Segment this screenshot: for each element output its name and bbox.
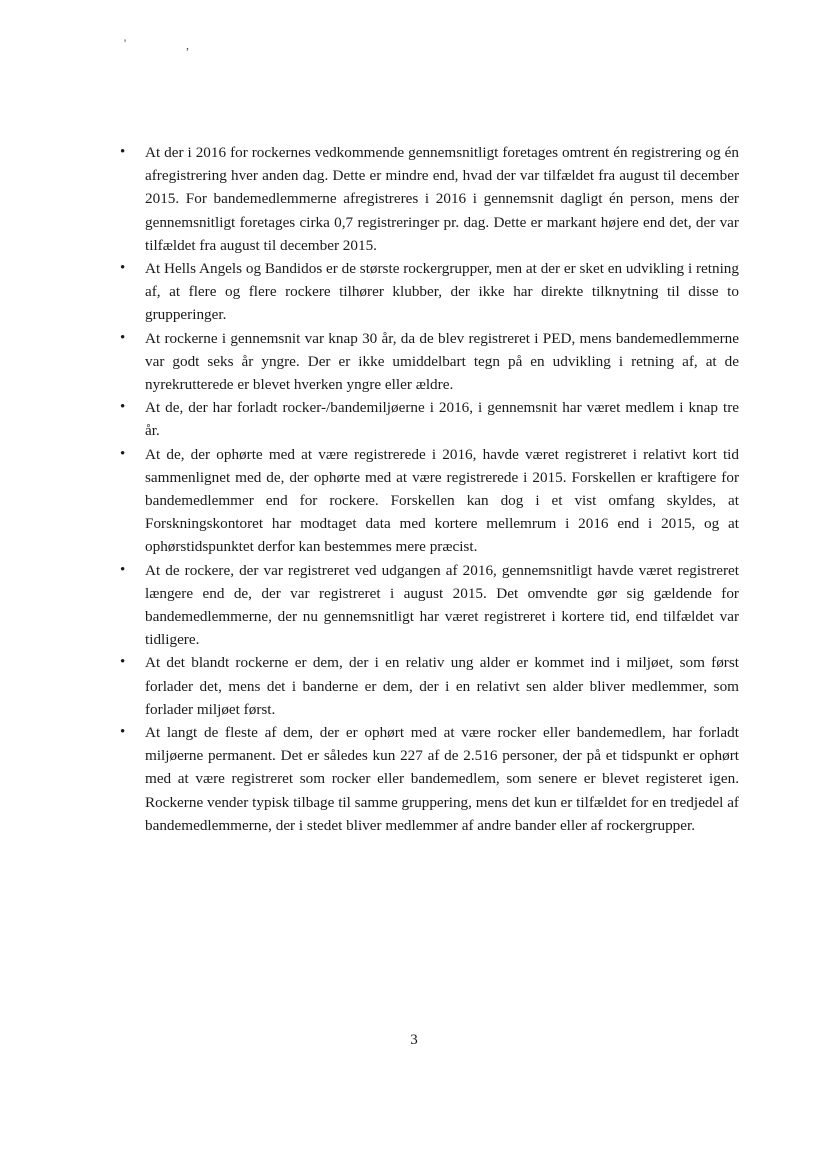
bullet-text: At de, der har forladt rocker-/bandemiljøerne i 2016, i gennemsnit har været medlem i knap tre år. [145,399,739,440]
list-item [113,141,739,257]
list-item [113,443,739,559]
list-item [113,559,739,652]
bullet-list [113,141,739,837]
bullet-icon: • [120,724,126,741]
list-item [113,651,739,721]
bullet-icon: • [120,561,126,578]
bullet-icon: • [120,260,126,277]
bullet-text: At de, der ophørte med at være registrerede i 2016, havde været registreret i relativt kort tid sammenlignet med de, der ophørte med at være registrerede i 2015. Forskellen er kraftigere for bandemedlemmer end for rockere. Forskellen kan dog i et vist omfang skyldes, at Forskningskontoret har modtaget data med kortere mellemrum i 2016 end i 2015, og at ophørstidspunktet derfor kan bestemmes mere præcist. [145,445,739,556]
bullet-text: At det blandt rockerne er dem, der i en relativ ung alder er kommet ind i miljøet, som først forlader det, mens det i banderne er dem, der i en relativt sen alder bliver medlemmer, som forlader miljøet først. [145,654,739,718]
bullet-icon: • [120,144,126,160]
bullet-icon: • [120,445,126,462]
list-item [113,721,739,837]
list-item [113,396,739,442]
bullet-text: At der i 2016 for rockernes vedkommende gennemsnitligt foretages omtrent én registrering og én afregistrering hver anden dag. Dette er mindre end, hvad der var tilfældet fra august til december 2015. For bandemedlemmerne afregistreres i 2016 i gennemsnit dagligt én person, mens der gennemsnitligt foretages cirka 0,7 registreringer pr. dag. Dette er markant højere end det, der var tilfældet fra august til december 2015. [145,144,739,254]
bullet-icon: • [120,654,126,671]
bullet-text: At de rockere, der var registreret ved udgangen af 2016, gennemsnitligt havde været registreret længere end de, der var registreret i august 2015. Det omvendte gør sig gældende for bandemedlemmerne, der nu gennemsnitligt har været registreret i kortere tid, end tilfældet var tidligere. [145,561,739,649]
scan-mark: ' [124,36,127,50]
bullet-text: At langt de fleste af dem, der er ophørt med at være rocker eller bandemedlem, har forladt miljøerne permanent. Det er således kun 227 af de 2.516 personer, der på et tidspunkt er ophørt med at være registreret som rocker eller bandemedlem, som senere er blevet registeret igen. Rockerne vender typisk tilbage til samme gruppering, mens det kun er tilfældet for en tredjedel af bandemedlemmerne, der i stedet bliver medlemmer af andre bander eller af rockergrupper. [145,724,739,834]
list-item [113,257,739,327]
scan-mark: , [186,38,189,52]
bullet-icon: • [120,329,126,346]
bullet-text: At Hells Angels og Bandidos er de største rockergrupper, men at der er sket en udvikling i retning af, at flere og flere rockere tilhører klubber, der ikke har direkte tilknytning til disse to grupperinger. [145,260,739,324]
page-number: 3 [410,1032,418,1048]
bullet-icon: • [120,399,126,416]
bullet-text: At rockerne i gennemsnit var knap 30 år, da de blev registreret i PED, mens bandemedlemmerne var godt seks år yngre. Der er ikke umiddelbart tegn på en udvikling i retning af, at de nyrekrutterede er blevet hverken yngre eller ældre. [145,329,739,394]
list-item [113,327,739,397]
